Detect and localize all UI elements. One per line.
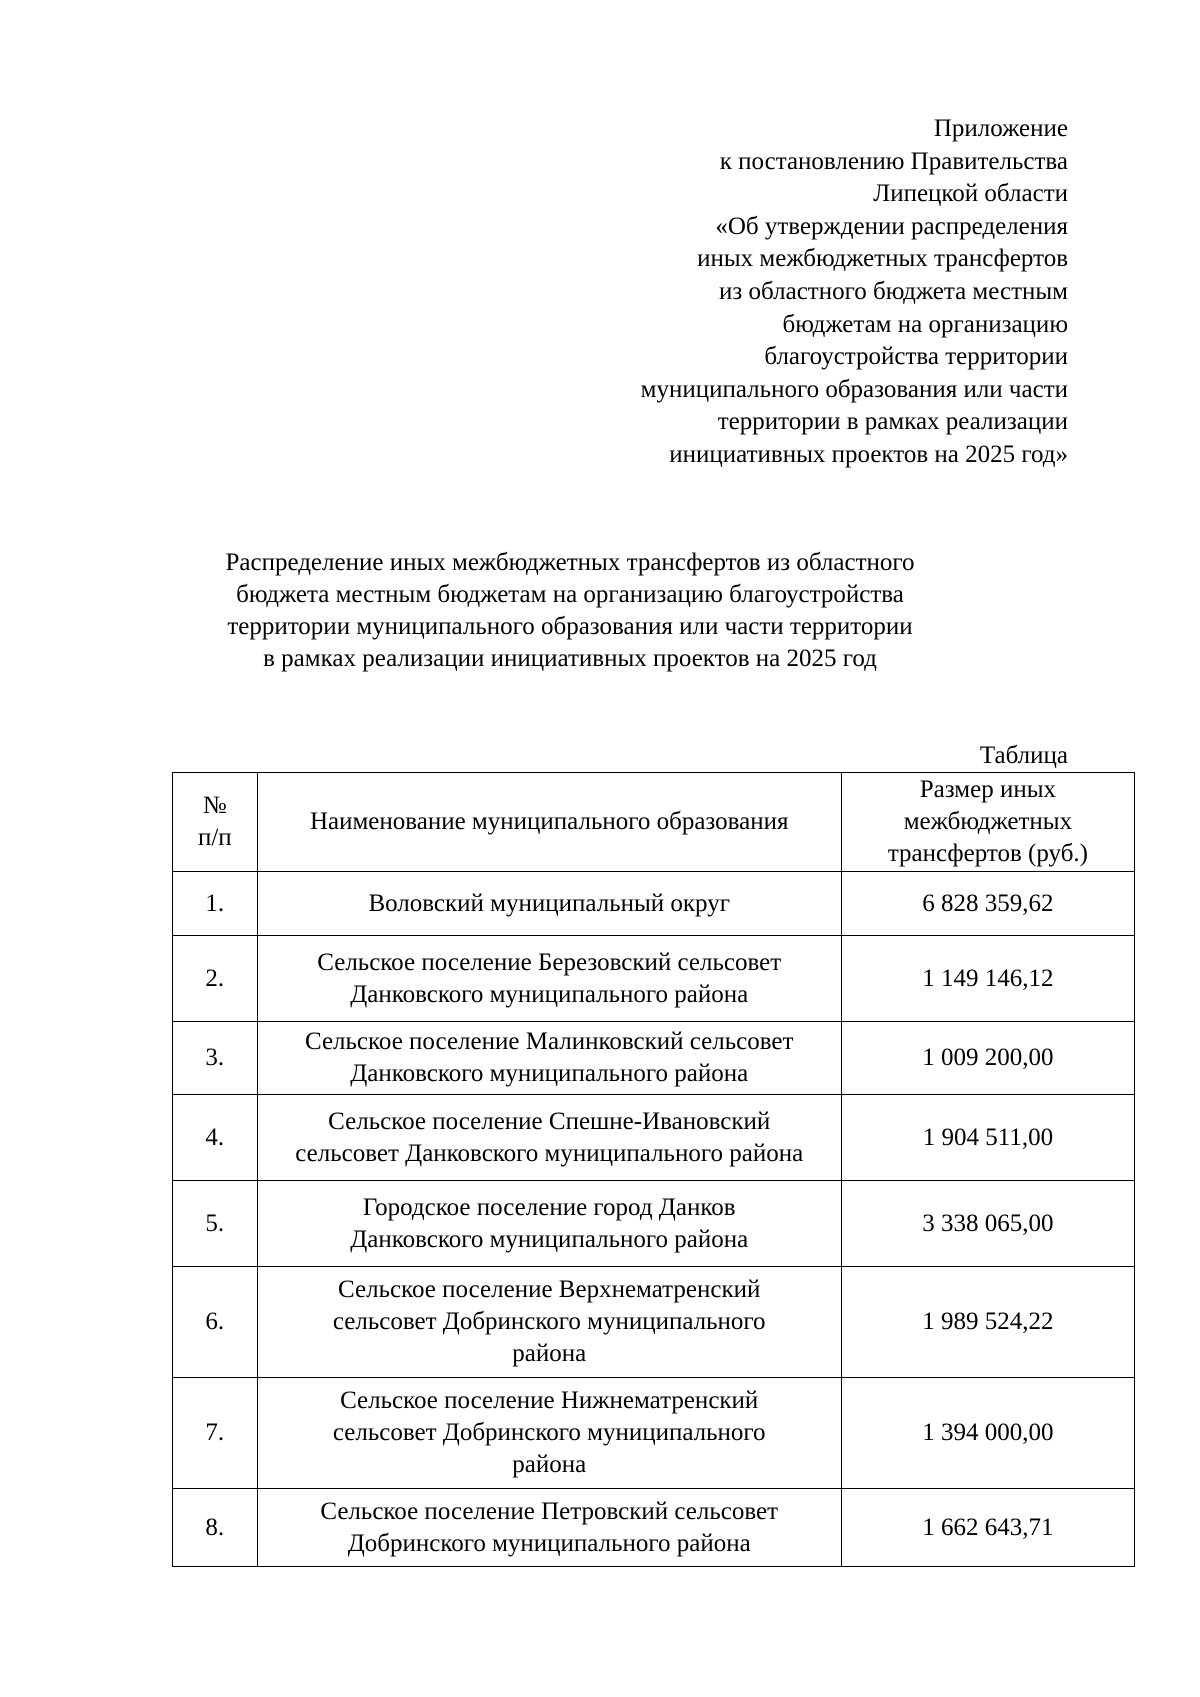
appendix-line: муниципального образования или части xyxy=(640,375,1068,403)
title-line: бюджета местным бюджетам на организацию благоустройства xyxy=(236,581,904,608)
title-line: территории муниципального образования или части территории xyxy=(227,613,913,640)
appendix-line: «Об утверждении распределения xyxy=(715,212,1068,240)
table-row xyxy=(173,1489,1135,1567)
row-num: 8. xyxy=(173,1489,258,1567)
row-name xyxy=(257,936,841,1022)
header-num-line: № xyxy=(202,792,227,819)
row-num: 7. xyxy=(173,1378,258,1489)
allocation-table xyxy=(172,772,1135,1567)
row-num: 1. xyxy=(173,872,258,936)
row-name xyxy=(257,1489,841,1567)
row-name-line: Добринского муниципального района xyxy=(347,1529,751,1557)
header-num xyxy=(173,773,258,872)
table-row xyxy=(173,1022,1135,1095)
row-num: 5. xyxy=(173,1181,258,1267)
row-name-line: Данковского муниципального района xyxy=(350,1225,749,1253)
row-name xyxy=(257,1181,841,1267)
row-name-line: Сельское поселение Петровский сельсовет xyxy=(320,1497,779,1525)
row-name-line: Сельское поселение Верхнематренский xyxy=(338,1276,761,1303)
appendix-line: Приложение xyxy=(933,115,1068,142)
header-num-line: п/п xyxy=(197,824,232,851)
row-num: 3. xyxy=(173,1022,258,1095)
row-name-line: района xyxy=(512,1451,587,1478)
appendix-block xyxy=(508,113,1068,472)
row-name-line: сельсовет Добринского муниципального xyxy=(332,1308,766,1335)
row-amount: 3 338 065,00 xyxy=(841,1181,1134,1267)
header-amount-line: межбюджетных xyxy=(903,808,1073,835)
appendix-line: иных межбюджетных трансфертов xyxy=(697,245,1068,273)
appendix-line: к постановлению Правительства xyxy=(719,147,1068,175)
table-header-row xyxy=(173,773,1135,872)
row-name-line: Сельское поселение Березовский сельсовет xyxy=(317,948,782,976)
row-amount: 1 989 524,22 xyxy=(841,1267,1134,1378)
title-line: Распределение иных межбюджетных трансфертов из областного xyxy=(225,549,915,576)
table-row xyxy=(173,1181,1135,1267)
appendix-line: территории в рамках реализации xyxy=(717,408,1068,436)
header-amount-line: Размер иных xyxy=(919,776,1057,803)
row-amount: 1 009 200,00 xyxy=(841,1022,1134,1095)
title-line: в рамках реализации инициативных проектов на 2025 год xyxy=(263,645,877,672)
header-amount xyxy=(841,773,1134,872)
row-name-line: Сельское поселение Спешне-Ивановский xyxy=(328,1107,771,1135)
row-num: 4. xyxy=(173,1095,258,1181)
row-amount: 1 149 146,12 xyxy=(841,936,1134,1022)
row-amount: 1 662 643,71 xyxy=(841,1489,1134,1567)
row-name-line: района xyxy=(512,1340,587,1367)
row-name xyxy=(257,1267,841,1378)
document-title xyxy=(190,547,950,675)
row-name-line: Данковского муниципального района xyxy=(350,980,749,1008)
header-name: Наименование муниципального образования xyxy=(257,773,841,872)
row-name xyxy=(257,1095,841,1181)
table-row xyxy=(173,1378,1135,1489)
table-row xyxy=(173,1095,1135,1181)
appendix-line: инициативных проектов на 2025 год» xyxy=(669,440,1068,468)
row-name-line: Воловский муниципальный округ xyxy=(368,889,730,917)
table-caption: Таблица xyxy=(979,742,1068,769)
row-amount: 6 828 359,62 xyxy=(841,872,1134,936)
row-amount: 1 394 000,00 xyxy=(841,1378,1134,1489)
row-name-line: Данковского муниципального района xyxy=(350,1060,749,1087)
appendix-line: благоустройства территории xyxy=(764,343,1068,371)
row-num: 2. xyxy=(173,936,258,1022)
row-name-line: Городское поселение город Данков xyxy=(362,1193,736,1221)
row-name-line: Сельское поселение Малинковский сельсовет xyxy=(304,1028,794,1055)
appendix-line: Липецкой области xyxy=(873,180,1068,208)
appendix-line: из областного бюджета местным xyxy=(719,277,1068,305)
row-amount: 1 904 511,00 xyxy=(841,1095,1134,1181)
row-name-line: сельсовет Данковского муниципального района xyxy=(295,1139,804,1167)
table-row xyxy=(173,936,1135,1022)
row-num: 6. xyxy=(173,1267,258,1378)
row-name-line: сельсовет Добринского муниципального xyxy=(332,1419,766,1446)
row-name xyxy=(257,1022,841,1095)
row-name-line: Сельское поселение Нижнематренский xyxy=(340,1387,759,1414)
row-name xyxy=(257,1378,841,1489)
row-name xyxy=(257,872,841,936)
appendix-line: бюджетам на организацию xyxy=(782,310,1068,338)
table-row xyxy=(173,872,1135,936)
header-amount-line: трансфертов (руб.) xyxy=(887,840,1088,867)
table-row xyxy=(173,1267,1135,1378)
